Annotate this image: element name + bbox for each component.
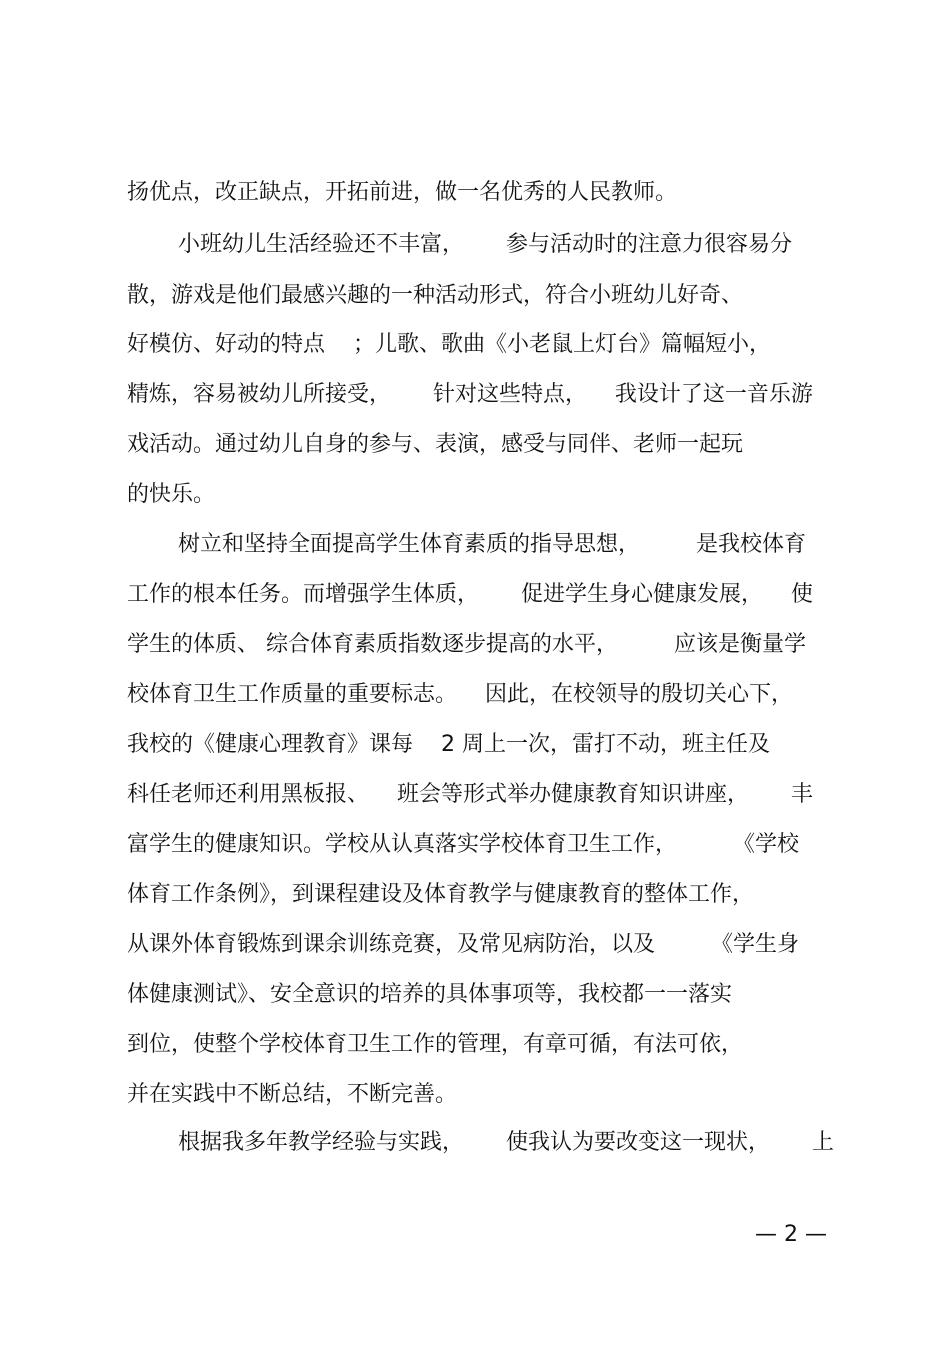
text-line: 工作的根本任务。而增强学生体质， 促进学生身心健康发展， 使 bbox=[127, 582, 813, 607]
text-line: 科任老师还利用黑板报、 班会等形式举办健康教育知识讲座， 丰 bbox=[127, 782, 813, 807]
text-line: 精炼，容易被幼儿所接受， 针对这些特点， 我设计了这一音乐游 bbox=[127, 382, 813, 407]
text-line: 好模仿、好动的特点 ；儿歌、歌曲《小老鼠上灯台》篇幅短小， bbox=[127, 332, 771, 357]
text-line: 的快乐。 bbox=[127, 482, 216, 507]
text-line: 散，游戏是他们最感兴趣的一种活动形式，符合小班幼儿好奇、 bbox=[127, 283, 744, 308]
text-line: 到位，使整个学校体育卫生工作的管理，有章可循，有法可依， bbox=[127, 1032, 744, 1057]
text-line: 从课外体育锻炼到课余训练竞赛，及常见病防治，以及 《学生身 bbox=[127, 932, 799, 957]
text-line: 体健康测试》、安全意识的培养的具体事项等，我校都一一落实 bbox=[127, 982, 733, 1007]
text-line: 树立和坚持全面提高学生体育素质的指导思想， 是我校体育 bbox=[178, 532, 806, 557]
text-line: 根据我多年教学经验与实践， 使我认为要改变这一现状， 上 bbox=[178, 1130, 834, 1155]
text-line: 学生的体质、 综合体育素质指数逐步提高的水平， 应该是衡量学 bbox=[127, 632, 806, 657]
text-line: 我校的《健康心理教育》课每 2 周上一次，雷打不动，班主任及 bbox=[127, 732, 770, 757]
page-number: — 2 — bbox=[755, 1222, 827, 1247]
text-line: 戏活动。通过幼儿自身的参与、表演，感受与同伴、老师一起玩 bbox=[127, 432, 744, 457]
text-line: 校体育卫生工作质量的重要标志。 因此，在校领导的殷切关心下， bbox=[127, 682, 793, 707]
text-line: 体育工作条例》，到课程建设及体育教学与健康教育的整体工作， bbox=[127, 882, 755, 907]
text-line: 富学生的健康知识。学校从认真落实学校体育卫生工作， 《学校 bbox=[127, 832, 799, 857]
text-line: 扬优点，改正缺点，开拓前进，做一名优秀的人民教师。 bbox=[127, 180, 678, 205]
text-line: 并在实践中不断总结，不断完善。 bbox=[127, 1082, 458, 1107]
text-line: 小班幼儿生活经验还不丰富， 参与活动时的注意力很容易分 bbox=[178, 232, 792, 257]
